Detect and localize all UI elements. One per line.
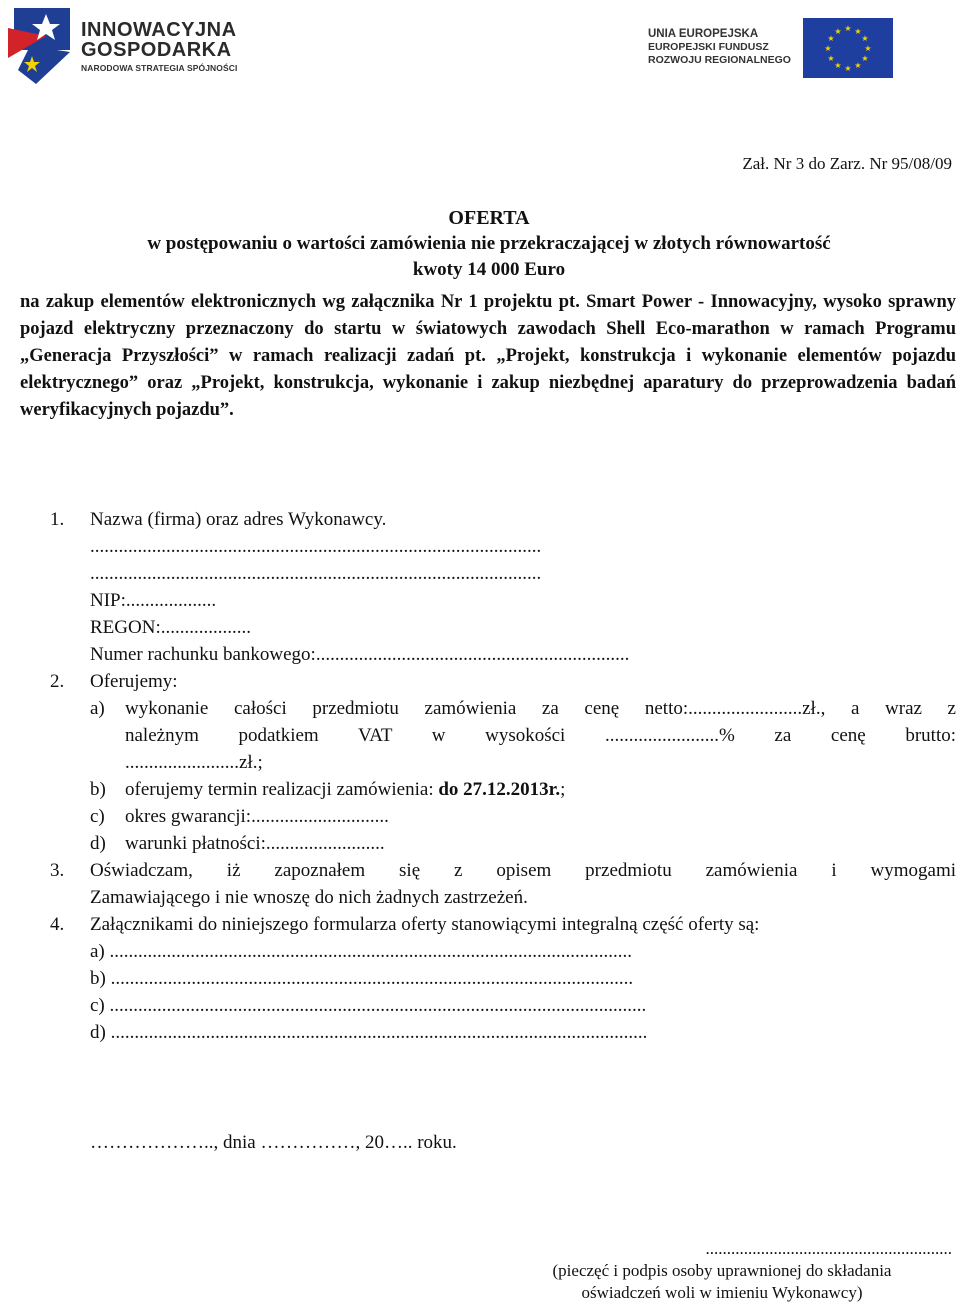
- svg-text:★: ★: [844, 64, 852, 73]
- section-4-number: 4.: [50, 914, 65, 935]
- svg-text:★: ★: [827, 54, 835, 63]
- offer-subject: na zakup elementów elektronicznych wg załącznika Nr 1 projektu pt. Smart Power - Innowacyjny, wysoko sprawny pojazd elektryczny przeznaczony do startu w światowych zawodach Shell Eco-marathon w ramach Programu „Generacja Przyszłości” w ramach realizacji zadań pt. „Projekt, konstrukcja i wykonanie elementów pojazdu elektrycznego” oraz „Projekt, konstrukcja, wykonanie i zakup niezbędnej aparatury do przeprowadzenia badań weryfikacyjnych pojazdu”.: [20, 292, 956, 420]
- ig-logo-line1: INNOWACYJNA: [81, 19, 237, 41]
- section-1: [50, 506, 956, 668]
- section-3: [50, 857, 956, 911]
- completion-date: do 27.12.2013r.: [438, 779, 561, 800]
- attachment-letter: d): [90, 1022, 106, 1043]
- declaration-line-1: Oświadczam, iż zapoznałem się z opisem przedmiotu zamówienia i wymogami: [90, 860, 956, 881]
- regon-field: REGON:...................: [90, 617, 251, 638]
- net-price-line: wykonanie całości przedmiotu zamówienia za cenę netto:........................zł., a wraz z: [125, 698, 956, 719]
- signature-block: [492, 1238, 952, 1304]
- eu-logo-text: [648, 28, 791, 67]
- innowacyjna-gospodarka-logo: [6, 6, 266, 86]
- contractor-name-line-2: ...............................................................................................: [90, 563, 542, 584]
- svg-text:★: ★: [854, 61, 862, 70]
- offer-title-line3: kwoty 14 000 Euro: [412, 259, 566, 280]
- eu-logo-line1: UNIA EUROPEJSKA: [648, 28, 759, 40]
- section-3-number: 3.: [50, 860, 65, 881]
- bank-account-field: Numer rachunku bankowego:..................................................................: [90, 644, 630, 665]
- section-2-item-c: [50, 803, 956, 830]
- ig-logo-text: [81, 20, 237, 73]
- attachment-dots: ..............................................................................................................: [110, 968, 634, 989]
- offer-items: [50, 506, 956, 1046]
- gross-price-line: ........................zł.;: [125, 752, 263, 773]
- warranty-field: okres gwarancji:.............................: [125, 806, 389, 827]
- document-reference: Zał. Nr 3 do Zarz. Nr 95/08/09: [742, 154, 952, 173]
- section-2: [50, 668, 956, 695]
- vat-line: należnym podatkiem VAT w wysokości ........................% za cenę brutto:: [125, 725, 956, 746]
- attachment-letter: a): [90, 941, 105, 962]
- section-4: [50, 911, 956, 938]
- svg-text:★: ★: [844, 24, 852, 33]
- offer-title-block: [20, 205, 958, 283]
- svg-text:★: ★: [861, 54, 869, 63]
- attachment-item: [90, 992, 956, 1019]
- attachments-list: [50, 938, 956, 1046]
- svg-text:★: ★: [827, 34, 835, 43]
- eu-logo-line2: EUROPEJSKI FUNDUSZ: [648, 41, 769, 53]
- contractor-name-line-1: ...............................................................................................: [90, 536, 542, 557]
- svg-text:★: ★: [861, 34, 869, 43]
- eu-logo-line3: ROZWOJU REGIONALNEGO: [648, 54, 791, 66]
- nip-field: NIP:...................: [90, 590, 217, 611]
- ig-logo-icon: [6, 6, 78, 86]
- attachment-dots: ..............................................................................................................: [109, 941, 633, 962]
- completion-term-label: oferujemy termin realizacji zamówienia:: [125, 779, 439, 800]
- declaration-line-2: Zamawiającego i nie wnoszę do nich żadnych zastrzeżeń.: [90, 887, 528, 908]
- section-2-title: Oferujemy:: [90, 671, 178, 692]
- attachment-dots: .................................................................................................................: [109, 995, 647, 1016]
- section-2-number: 2.: [50, 671, 65, 692]
- svg-text:★: ★: [854, 27, 862, 36]
- offer-title: OFERTA: [448, 207, 530, 229]
- eu-flag-icon: [803, 18, 893, 78]
- attachment-item: [90, 1019, 956, 1046]
- svg-text:★: ★: [834, 27, 842, 36]
- item-a-letter: a): [90, 698, 105, 719]
- svg-text:★: ★: [834, 61, 842, 70]
- signature-caption-2: oświadczeń woli w imieniu Wykonawcy): [581, 1283, 863, 1302]
- svg-text:★: ★: [824, 44, 832, 53]
- section-2-item-b: [50, 776, 956, 803]
- completion-term-end: ;: [560, 779, 566, 800]
- attachment-item: [90, 965, 956, 992]
- attachment-dots: .................................................................................................................: [110, 1022, 648, 1043]
- svg-text:★: ★: [864, 44, 872, 53]
- item-b-letter: b): [90, 779, 106, 800]
- place-date-line: ……………….., dnia ……………, 20….. roku.: [90, 1132, 457, 1153]
- item-d-letter: d): [90, 833, 106, 854]
- attachment-letter: b): [90, 968, 106, 989]
- payment-terms-field: warunki płatności:.........................: [125, 833, 385, 854]
- offer-title-line2: w postępowaniu o wartości zamówienia nie przekraczającej w złotych równowartość: [147, 233, 831, 254]
- section-1-title: Nazwa (firma) oraz adres Wykonawcy.: [90, 509, 387, 530]
- eu-logo: [640, 18, 950, 80]
- section-2-item-d: [50, 830, 956, 857]
- ig-logo-line2: GOSPODARKA: [81, 39, 232, 61]
- ig-logo-line3: NARODOWA STRATEGIA SPÓJNOŚCI: [81, 63, 238, 73]
- section-4-title: Załącznikami do niniejszego formularza oferty stanowiącymi integralną część oferty są:: [90, 914, 760, 935]
- attachment-letter: c): [90, 995, 105, 1016]
- signature-dots: ..........................................................: [705, 1239, 952, 1258]
- section-1-number: 1.: [50, 509, 65, 530]
- attachment-item: [90, 938, 956, 965]
- item-c-letter: c): [90, 806, 105, 827]
- section-2-item-a: [50, 695, 956, 776]
- signature-caption-1: (pieczęć i podpis osoby uprawnionej do składania: [552, 1261, 892, 1280]
